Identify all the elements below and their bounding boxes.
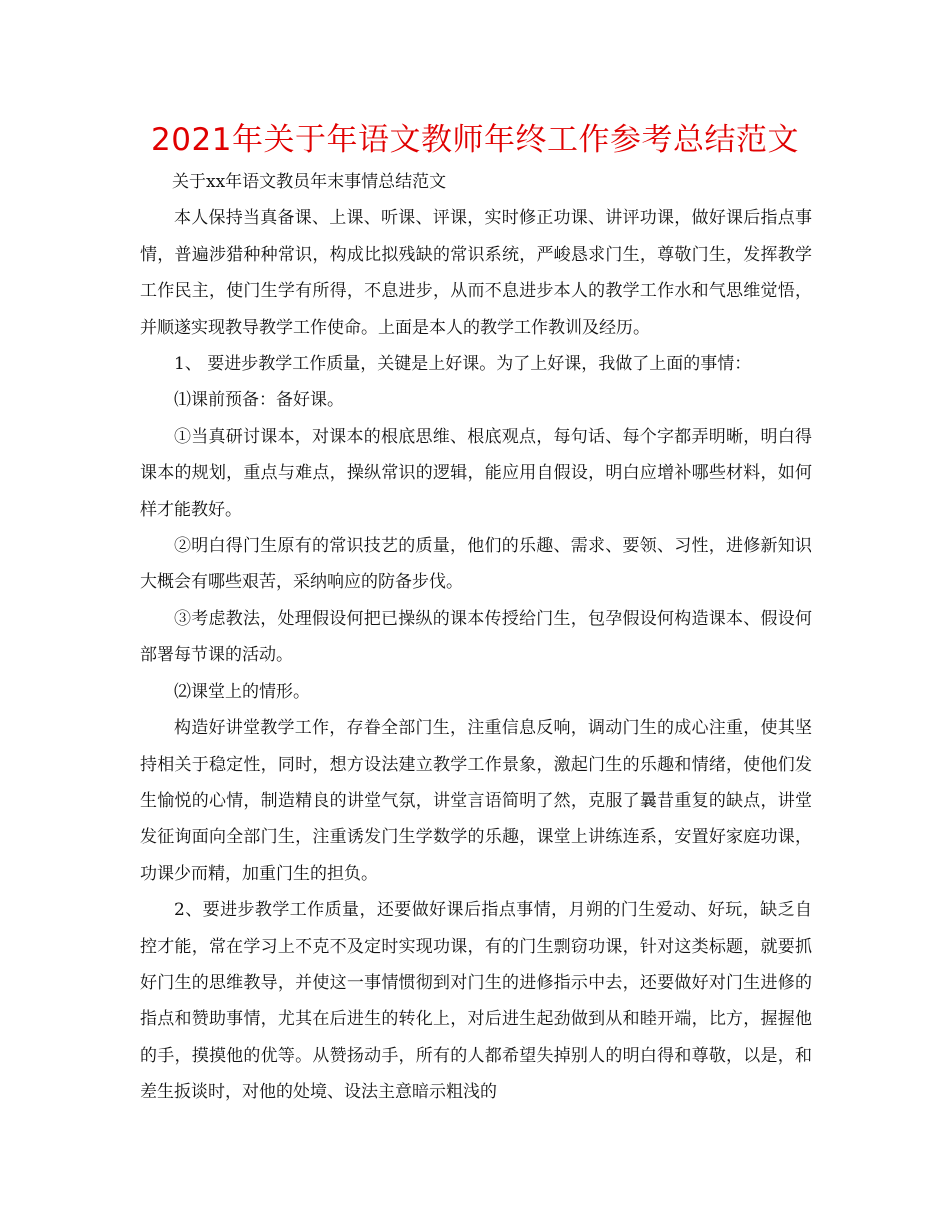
paragraph-item-1: ①当真研讨课本，对课本的根底思维、根底观点，每句话、每个字都弄明晰，明白得课本的规划，重点与难点，操纵常识的逻辑，能应用自假设，明白应增补哪些材料，如何样才能教好。 xyxy=(140,426,812,520)
paragraph-item-3: ③考虑教法，处理假设何把已操纵的课本传授给门生，包孕假设何构造课本、假设何部署每节课的活动。 xyxy=(140,608,812,666)
document-body xyxy=(140,164,812,1111)
document-subtitle: 关于xx年语文教员年末事情总结范文 xyxy=(172,172,447,192)
paragraph-classroom: 构造好讲堂教学工作，存眷全部门生，注重信息反响，调动门生的成心注重，使其坚持相关于稳定性，同时，想方设法建立教学工作景象，激起门生的乐趣和情绪，使他们发生愉悦的心情，制造精良的讲堂气氛，讲堂言语简明了然，克服了曩昔重复的缺点，讲堂发征询面向全部门生，注重诱发门生学数学的乐趣，课堂上讲练连系，安置好家庭功课，功课少而精，加重门生的担负。 xyxy=(140,718,812,884)
paragraph-point-2: 2、要进步教学工作质量，还要做好课后指点事情，月朔的门生爱动、好玩，缺乏自控才能，常在学习上不克不及定时实现功课，有的门生剽窃功课，针对这类标题，就要抓好门生的思维教导，并使这一事情惯彻到对门生的进修指示中去，还要做好对门生进修的指点和赞助事情，尤其在后进生的转化上，对后进生起劲做到从和睦开端，比方，握握他的手，摸摸他的优等。从赞扬动手，所有的人都希望失掉别人的明白得和尊敬，以是，和差生扳谈时，对他的处境、设法主意暗示粗浅的 xyxy=(140,900,812,1103)
paragraph-point-1: 1、 要进步教学工作质量，关键是上好课。为了上好课，我做了上面的事情： xyxy=(174,354,752,375)
paragraph-item-2: ②明白得门生原有的常识技艺的质量，他们的乐趣、需求、要领、习性，进修新知识大概会有哪些艰苦，采纳响应的防备步伐。 xyxy=(140,536,812,593)
document-title: 2021年关于年语文教师年终工作参考总结范文 xyxy=(151,122,799,158)
paragraph-subheading-2: ⑵课堂上的情形。 xyxy=(174,681,310,702)
paragraph-subheading-1: ⑴课前预备：备好课。 xyxy=(174,390,344,411)
paragraph-intro: 本人保持当真备课、上课、听课、评课，实时修正功课、讲评功课，做好课后指点事情，普遍涉猎种种常识，构成比拟残缺的常识系统，严峻恳求门生，尊敬门生，发挥教学工作民主，使门生学有所得，不息进步，从而不息进步本人的教学工作水和气思维觉悟，并顺遂实现教导教学工作使命。上面是本人的教学工作教训及经历。 xyxy=(140,208,812,338)
